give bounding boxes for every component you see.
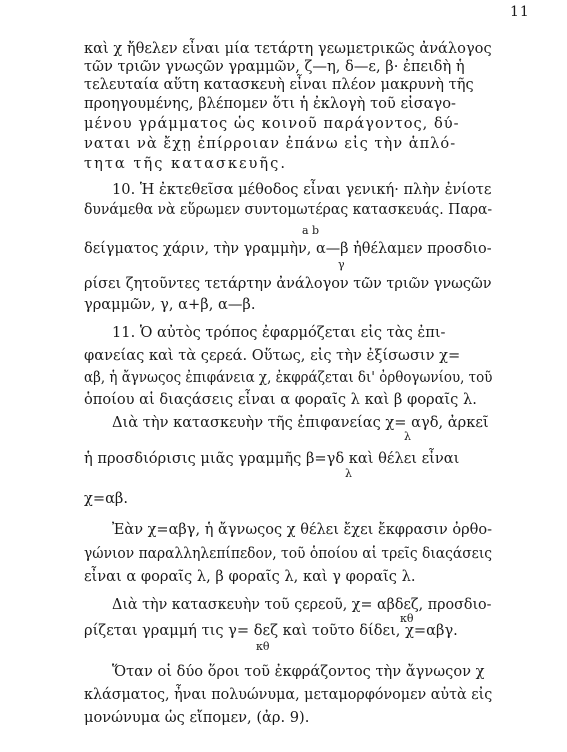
text-line: Διὰ τὴν κατασκευὴν τῆς ἐπιφανείας χ= αγδ, ἀρκεῖ — [112, 414, 489, 431]
fraction-denominator: λ — [404, 430, 411, 443]
text-line: τητα τῆς κατασκευῆς. — [84, 155, 287, 172]
text-line: ὁποίου αἱ διαςάσεις εἶναι α φοραῖς λ καὶ β φοραῖς λ. — [84, 391, 477, 408]
text-line: Ὅταν οἱ δύο ὅροι τοῦ ἐκφράζοντος τὴν ἄγνωςον χ — [112, 663, 485, 680]
text-line: τῶν τριῶν γνωςῶν γραμμῶν, ζ—η, δ—ε, β· ἐπειδὴ ἡ — [84, 58, 465, 75]
text-line: χ=αβ. — [84, 490, 129, 507]
paragraph-11-start: 11. Ὁ αὐτὸς τρόπος ἐφαρμόζεται εἰς τὰς ἐπι- — [112, 324, 446, 341]
text-line: ρίζεται γραμμή τις γ= δεζ καὶ τοῦτο δίδει, χ=αβγ. — [84, 622, 458, 639]
text-line: δείγματος χάριν, τὴν γραμμὴν, α—β ἠθέλαμεν προσδιο- — [84, 240, 492, 257]
fraction-denominator: λ — [345, 467, 352, 480]
fraction-denominator: κθ — [400, 612, 414, 625]
text-line: φανείας καὶ τὰ ςερεά. Οὕτως, εἰς τὴν ἐξίσωσιν χ= — [84, 347, 461, 364]
text-line: γώνιον παραλληλεπίπεδον, τοῦ ὁποίου αἱ τρεῖς διαςάσεις — [84, 545, 493, 562]
text-line: γραμμῶν, γ, α+β, α—β. — [84, 296, 256, 313]
fraction-mark: a b — [302, 224, 320, 237]
text-line: δυνάμεθα νὰ εὕρωμεν συντομωτέρας κατασκευάς. Παρα- — [84, 201, 493, 218]
text-line: ναται νὰ ἔχῃ ἐπίρροιαν ἐπάνω εἰς τὴν ἁπλό- — [84, 135, 457, 152]
fraction-denominator: γ — [338, 258, 345, 271]
text-line: μονώνυμα ὡς εἴπομεν, (ἀρ. 9). — [84, 709, 310, 726]
text-line: τελευταία αὕτη κατασκευὴ εἶναι πλέον μακρυνὴ τῆς — [84, 76, 474, 93]
text-line: εἶναι α φοραῖς λ, β φοραῖς λ, καὶ γ φοραῖς λ. — [84, 568, 416, 585]
text-line: μένου γράμματος ὡς κοινοῦ παράγοντος, δύ- — [84, 115, 460, 132]
text-line: Ἐὰν χ=αβγ, ἡ ἄγνωςος χ θέλει ἔχει ἔκφρασιν ὀρθο- — [112, 521, 493, 538]
text-line: κλάσματος, ἦναι πολυώνυμα, μεταμορφόνομεν αὐτὰ εἰς — [84, 686, 493, 703]
text-line: ρίσει ζητοῦντες τετάρτην ἀνάλογον τῶν τριῶν γνωςῶν — [84, 275, 492, 292]
text-line: καὶ χ ἤθελεν εἶναι μία τετάρτη γεωμετρικῶς ἀνάλογος — [84, 40, 492, 57]
text-line: ἡ προσδιόρισις μιᾶς γραμμῆς β=γδ καὶ θέλει εἶναι — [84, 450, 460, 467]
text-line: προηγουμένης, βλέπομεν ὅτι ἡ ἐκλογὴ τοῦ εἰσαγο- — [84, 95, 456, 112]
paragraph-10-start: 10. Ἡ ἐκτεθεῖσα μέθοδος εἶναι γενική· πλὴν ἐνίοτε — [112, 181, 492, 198]
page-number: 11 — [510, 4, 530, 20]
fraction-denominator: κθ — [256, 640, 270, 653]
text-line: αβ, ἡ ἄγνωςος ἐπιφάνεια χ, ἐκφράζεται δι' ὀρθογωνίου, τοῦ — [84, 369, 493, 386]
text-line: Διὰ τὴν κατασκευὴν τοῦ ςερεοῦ, χ= αβδεζ, προσδιο- — [112, 596, 492, 613]
